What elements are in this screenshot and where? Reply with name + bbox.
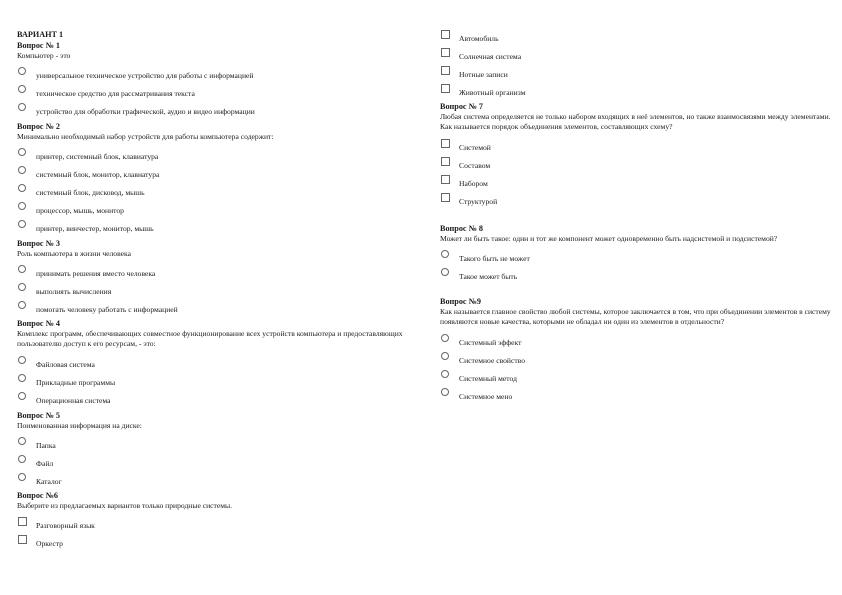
option[interactable] — [440, 388, 835, 402]
radio-button[interactable] — [18, 356, 26, 364]
radio-button[interactable] — [18, 220, 26, 228]
radio-button[interactable] — [18, 455, 26, 463]
checkbox[interactable] — [18, 535, 27, 544]
question-text: Роль компьютера в жизни человека — [17, 249, 131, 258]
option[interactable] — [440, 175, 835, 189]
option[interactable] — [17, 374, 417, 388]
option-label: помогать человеку работать с информацией — [36, 305, 178, 315]
option[interactable] — [17, 535, 417, 549]
option[interactable] — [17, 301, 417, 315]
option[interactable] — [17, 103, 417, 117]
option-label: процессор, мышь, монитор — [36, 206, 124, 216]
option[interactable] — [17, 220, 417, 234]
checkbox[interactable] — [18, 517, 27, 526]
radio-button[interactable] — [18, 85, 26, 93]
radio-button[interactable] — [18, 374, 26, 382]
option-label: Набором — [459, 178, 488, 188]
option-label: выполнять вычисления — [36, 287, 112, 297]
question-text: Как называется главное свойство любой системы, которое заключается в том, что при объединении элементов в систему появляются новые качества, которыми не обладал ни один из элементов в отдельности? — [440, 307, 831, 327]
option-label: Автомобиль — [459, 34, 499, 43]
option-label: Животный организм — [459, 88, 526, 97]
option[interactable] — [17, 437, 417, 451]
checkbox[interactable] — [441, 66, 450, 75]
option[interactable] — [17, 392, 417, 406]
option-label: Системный метод — [459, 373, 517, 383]
option[interactable] — [17, 455, 417, 469]
option-label: системный блок, монитор, клавиатура — [36, 170, 160, 180]
checkbox[interactable] — [441, 157, 450, 166]
option-label: универсальное техническое устройство для работы с информацией — [36, 71, 254, 81]
question-title: Вопрос № 2 — [17, 122, 60, 131]
option[interactable] — [440, 352, 835, 366]
radio-button[interactable] — [18, 283, 26, 291]
variant-title: ВАРИАНТ 1 — [17, 30, 64, 39]
option-label: Нотные записи — [459, 70, 508, 79]
option-label: Разговорный язык — [36, 521, 95, 531]
checkbox[interactable] — [441, 193, 450, 202]
question-text: Компьютер - это — [17, 51, 71, 60]
checkbox[interactable] — [441, 48, 450, 57]
option[interactable] — [17, 473, 417, 487]
option[interactable] — [17, 184, 417, 198]
question-title: Вопрос № 8 — [440, 224, 483, 233]
radio-button[interactable] — [441, 250, 449, 258]
question-5 — [17, 411, 417, 487]
radio-button[interactable] — [18, 202, 26, 210]
option-label: системный блок, дисковод, мышь — [36, 188, 145, 198]
checkbox[interactable] — [441, 84, 450, 93]
option-label: принтер, системный блок, клавиатура — [36, 152, 159, 162]
option[interactable] — [17, 283, 417, 297]
question-text: Комплекс программ, обеспечивающих совместное функционирование всех устройств компьютера и предоставляющих пользователю доступ к его ресурсам, - это: — [17, 329, 403, 349]
option-label: Операционная система — [36, 395, 111, 405]
option[interactable] — [440, 84, 835, 98]
question-2 — [17, 122, 417, 234]
radio-button[interactable] — [441, 388, 449, 396]
question-1 — [17, 41, 417, 117]
option-label: Системное свойство — [459, 355, 526, 365]
radio-button[interactable] — [18, 103, 26, 111]
question-6 — [17, 491, 417, 549]
question-text: Выберите из предлагаемых вариантов только природные системы. — [17, 501, 233, 510]
question-title: Вопрос № 1 — [17, 41, 60, 50]
option[interactable] — [440, 334, 835, 348]
radio-button[interactable] — [441, 370, 449, 378]
option-label: Оркестр — [36, 539, 63, 549]
option-label: Составом — [459, 160, 491, 170]
question-text: Минимально необходимый набор устройств для работы компьютера содержит: — [17, 132, 274, 141]
option[interactable] — [440, 157, 835, 171]
option-label: Файл — [36, 459, 54, 469]
option[interactable] — [17, 356, 417, 370]
checkbox[interactable] — [441, 175, 450, 184]
option[interactable] — [17, 166, 417, 180]
question-8 — [440, 224, 835, 282]
option[interactable] — [440, 30, 835, 44]
option-label: устройство для обработки графической, аудио и видео информации — [36, 107, 255, 117]
option[interactable] — [17, 517, 417, 531]
option[interactable] — [17, 202, 417, 216]
question-text: Любая система определяется не только набором входящих в неё элементов, но также взаимосвязями между элементами. Как называется порядок объединения элементов, составляющих схему? — [440, 112, 831, 132]
radio-button[interactable] — [18, 184, 26, 192]
question-title: Вопрос №6 — [17, 491, 58, 500]
question-text: Поименованная информация на диске: — [17, 421, 142, 430]
question-3 — [17, 239, 417, 315]
option[interactable] — [440, 66, 835, 80]
option[interactable] — [440, 139, 835, 153]
option-label: Прикладные программы — [36, 377, 116, 387]
radio-button[interactable] — [18, 67, 26, 75]
option[interactable] — [440, 250, 835, 264]
question-4 — [17, 319, 417, 405]
option-label: принтер, винчестер, монитор, мышь — [36, 224, 154, 234]
option-label: Такое может быть — [459, 272, 518, 282]
checkbox[interactable] — [441, 30, 450, 39]
option[interactable] — [17, 265, 417, 279]
question-title: Вопрос № 4 — [17, 319, 60, 328]
option-label: Системный эффект — [459, 337, 522, 347]
radio-button[interactable] — [441, 334, 449, 342]
radio-button[interactable] — [441, 268, 449, 276]
option-label: Системой — [459, 142, 491, 152]
question-9 — [440, 297, 835, 401]
radio-button[interactable] — [441, 352, 449, 360]
option-label: Структурой — [459, 196, 498, 206]
option-label: Папка — [36, 441, 56, 451]
option-label: Файловая система — [36, 359, 95, 369]
option[interactable] — [440, 193, 835, 207]
option-label: принимать решения вместо человека — [36, 269, 156, 279]
option-label: Каталог — [36, 477, 62, 487]
checkbox[interactable] — [441, 139, 450, 148]
option[interactable] — [17, 85, 417, 99]
option[interactable] — [17, 67, 417, 81]
radio-button[interactable] — [18, 392, 26, 400]
question-title: Вопрос №9 — [440, 297, 481, 306]
option[interactable] — [17, 148, 417, 162]
question-text: Может ли быть такое: один и тот же компонент может одновременно быть надсистемой и подсистемой? — [440, 234, 778, 243]
radio-button[interactable] — [18, 166, 26, 174]
option[interactable] — [440, 268, 835, 282]
option[interactable] — [440, 48, 835, 62]
option-label: техническое средство для рассматривания текста — [36, 89, 195, 99]
question-title: Вопрос № 7 — [440, 102, 483, 111]
question-title: Вопрос № 5 — [17, 411, 60, 420]
radio-button[interactable] — [18, 148, 26, 156]
radio-button[interactable] — [18, 301, 26, 309]
option-label: Такого быть не может — [459, 254, 530, 264]
radio-button[interactable] — [18, 437, 26, 445]
option[interactable] — [440, 370, 835, 384]
radio-button[interactable] — [18, 473, 26, 481]
option-label: Солнечная система — [459, 52, 522, 61]
question-title: Вопрос № 3 — [17, 239, 60, 248]
question-7 — [440, 102, 835, 206]
radio-button[interactable] — [18, 265, 26, 273]
option-label: Системное мено — [459, 391, 513, 401]
